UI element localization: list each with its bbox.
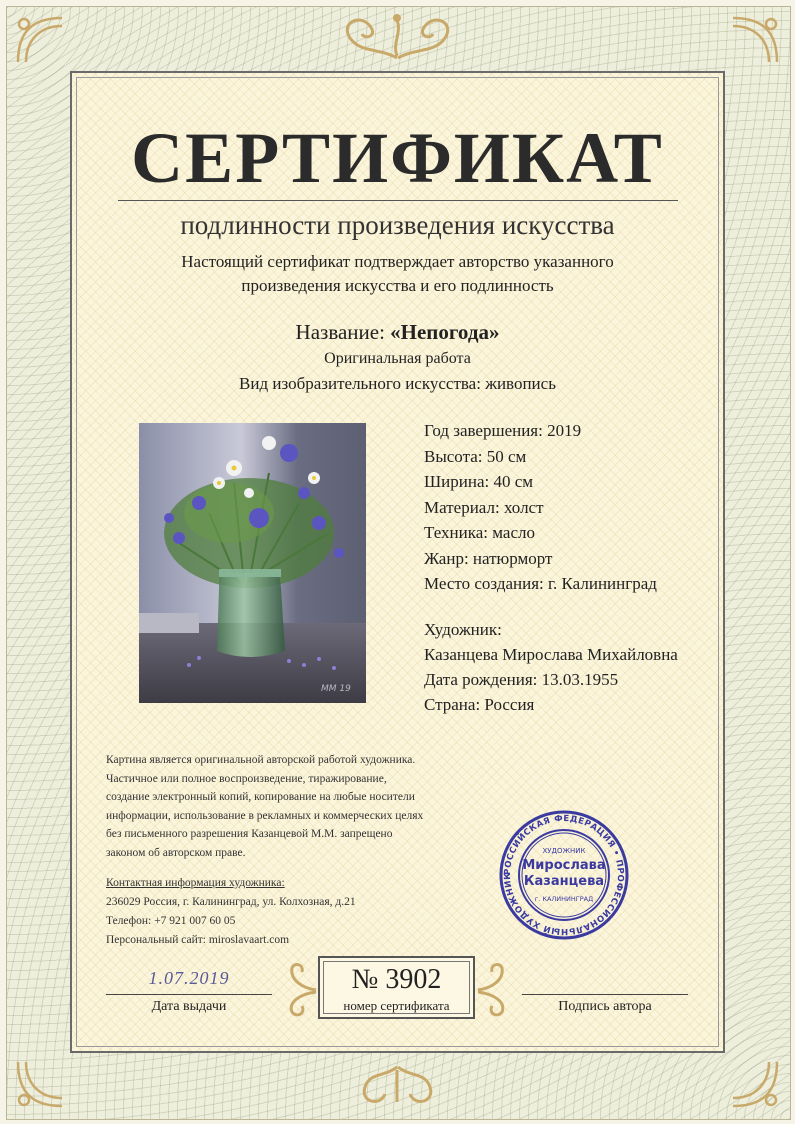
copyright-line: информации, использование в рекламных и коммерческих целях <box>106 809 424 822</box>
intro-line: Настоящий сертификат подтверждает авторство указанного <box>181 252 614 271</box>
artwork-details <box>424 418 657 597</box>
stamp-city: г. КАЛИНИНГРАД <box>534 895 594 903</box>
detail-place: Место создания: г. Калининград <box>424 574 657 593</box>
stamp-top: ХУДОЖНИК <box>542 847 586 855</box>
scroll-ornament-icon <box>476 960 512 1018</box>
copyright-notice <box>106 751 486 863</box>
contacts-site: Персональный сайт: miroslavaart.com <box>106 934 290 946</box>
artist-stamp-icon <box>498 809 630 941</box>
copyright-line: Частичное или полное воспроизведение, тиражирование, <box>106 772 387 785</box>
artist-contacts <box>106 874 356 950</box>
detail-genre: Жанр: натюрморт <box>424 548 553 568</box>
copyright-line: законом об авторском праве. <box>106 846 246 859</box>
certificate-number-label: номер сертификата <box>343 998 450 1013</box>
intro-line: произведения искусства и его подлинность <box>241 276 554 295</box>
copyright-line: без письменного разрешения Казанцевой М.М. запрещено <box>106 828 393 841</box>
certificate-number-box <box>318 956 475 1019</box>
copyright-line: Картина является оригинальной авторской работой художника. <box>106 754 416 766</box>
corner-ornament-icon <box>12 12 68 68</box>
certificate-title: СЕРТИФИКАТ <box>131 118 664 198</box>
stamp-name2: Казанцева <box>523 874 605 889</box>
detail-width: Ширина: 40 см <box>424 472 534 491</box>
certificate-subtitle: подлинности произведения искусства <box>180 210 615 240</box>
painting-signature: ММ 19 <box>321 684 351 694</box>
artist-info <box>424 617 678 717</box>
contacts-phone: Телефон: +7 921 007 60 05 <box>106 915 236 927</box>
artist-name: Казанцева Мирослава Михайловна <box>424 645 678 664</box>
stamp-outer-text: РОССИЙСКАЯ ФЕДЕРАЦИЯ • ПРОФЕССИОНАЛЬНЫЙ ХУДОЖНИК <box>502 813 626 937</box>
artwork-kind: Вид изобразительного искусства: живопись <box>239 374 556 393</box>
artist-label: Художник: <box>424 620 502 639</box>
detail-material: Материал: холст <box>424 497 544 517</box>
title-divider <box>118 200 678 201</box>
artist-country: Страна: Россия <box>424 695 535 714</box>
artist-birth: Дата рождения: 13.03.1955 <box>424 670 619 689</box>
artwork-name: «Непогода» <box>390 320 500 344</box>
painting-image <box>139 423 366 703</box>
artwork-name-label: Название: <box>295 320 385 344</box>
contacts-address: 236029 Россия, г. Калининград, ул. Колхозная, д.21 <box>106 896 356 908</box>
artwork-title <box>70 318 725 346</box>
bottom-ornament-icon <box>350 1062 445 1112</box>
signature-line <box>522 994 688 995</box>
detail-technique: Техника: масло <box>424 523 535 542</box>
artwork-original: Оригинальная работа <box>324 350 471 367</box>
issue-date-line <box>106 994 272 995</box>
corner-ornament-icon <box>727 1056 783 1112</box>
scroll-ornament-icon <box>282 960 318 1018</box>
detail-year: Год завершения: 2019 <box>424 421 582 440</box>
contacts-header: Контактная информация художника: <box>106 877 285 889</box>
detail-height: Высота: 50 см <box>424 446 527 466</box>
corner-ornament-icon <box>727 12 783 68</box>
intro-text <box>70 250 725 298</box>
certificate-number: № 3902 <box>351 964 442 995</box>
corner-ornament-icon <box>12 1056 68 1112</box>
signature-label: Подпись автора <box>558 999 652 1014</box>
issue-date: 1.07.2019 <box>148 968 230 988</box>
issue-date-label: Дата выдачи <box>151 999 227 1014</box>
stamp-name1: Мирослава <box>522 858 606 873</box>
top-ornament-icon <box>330 8 465 63</box>
copyright-line: создание электронный копий, копирование на любые носители <box>106 791 415 804</box>
